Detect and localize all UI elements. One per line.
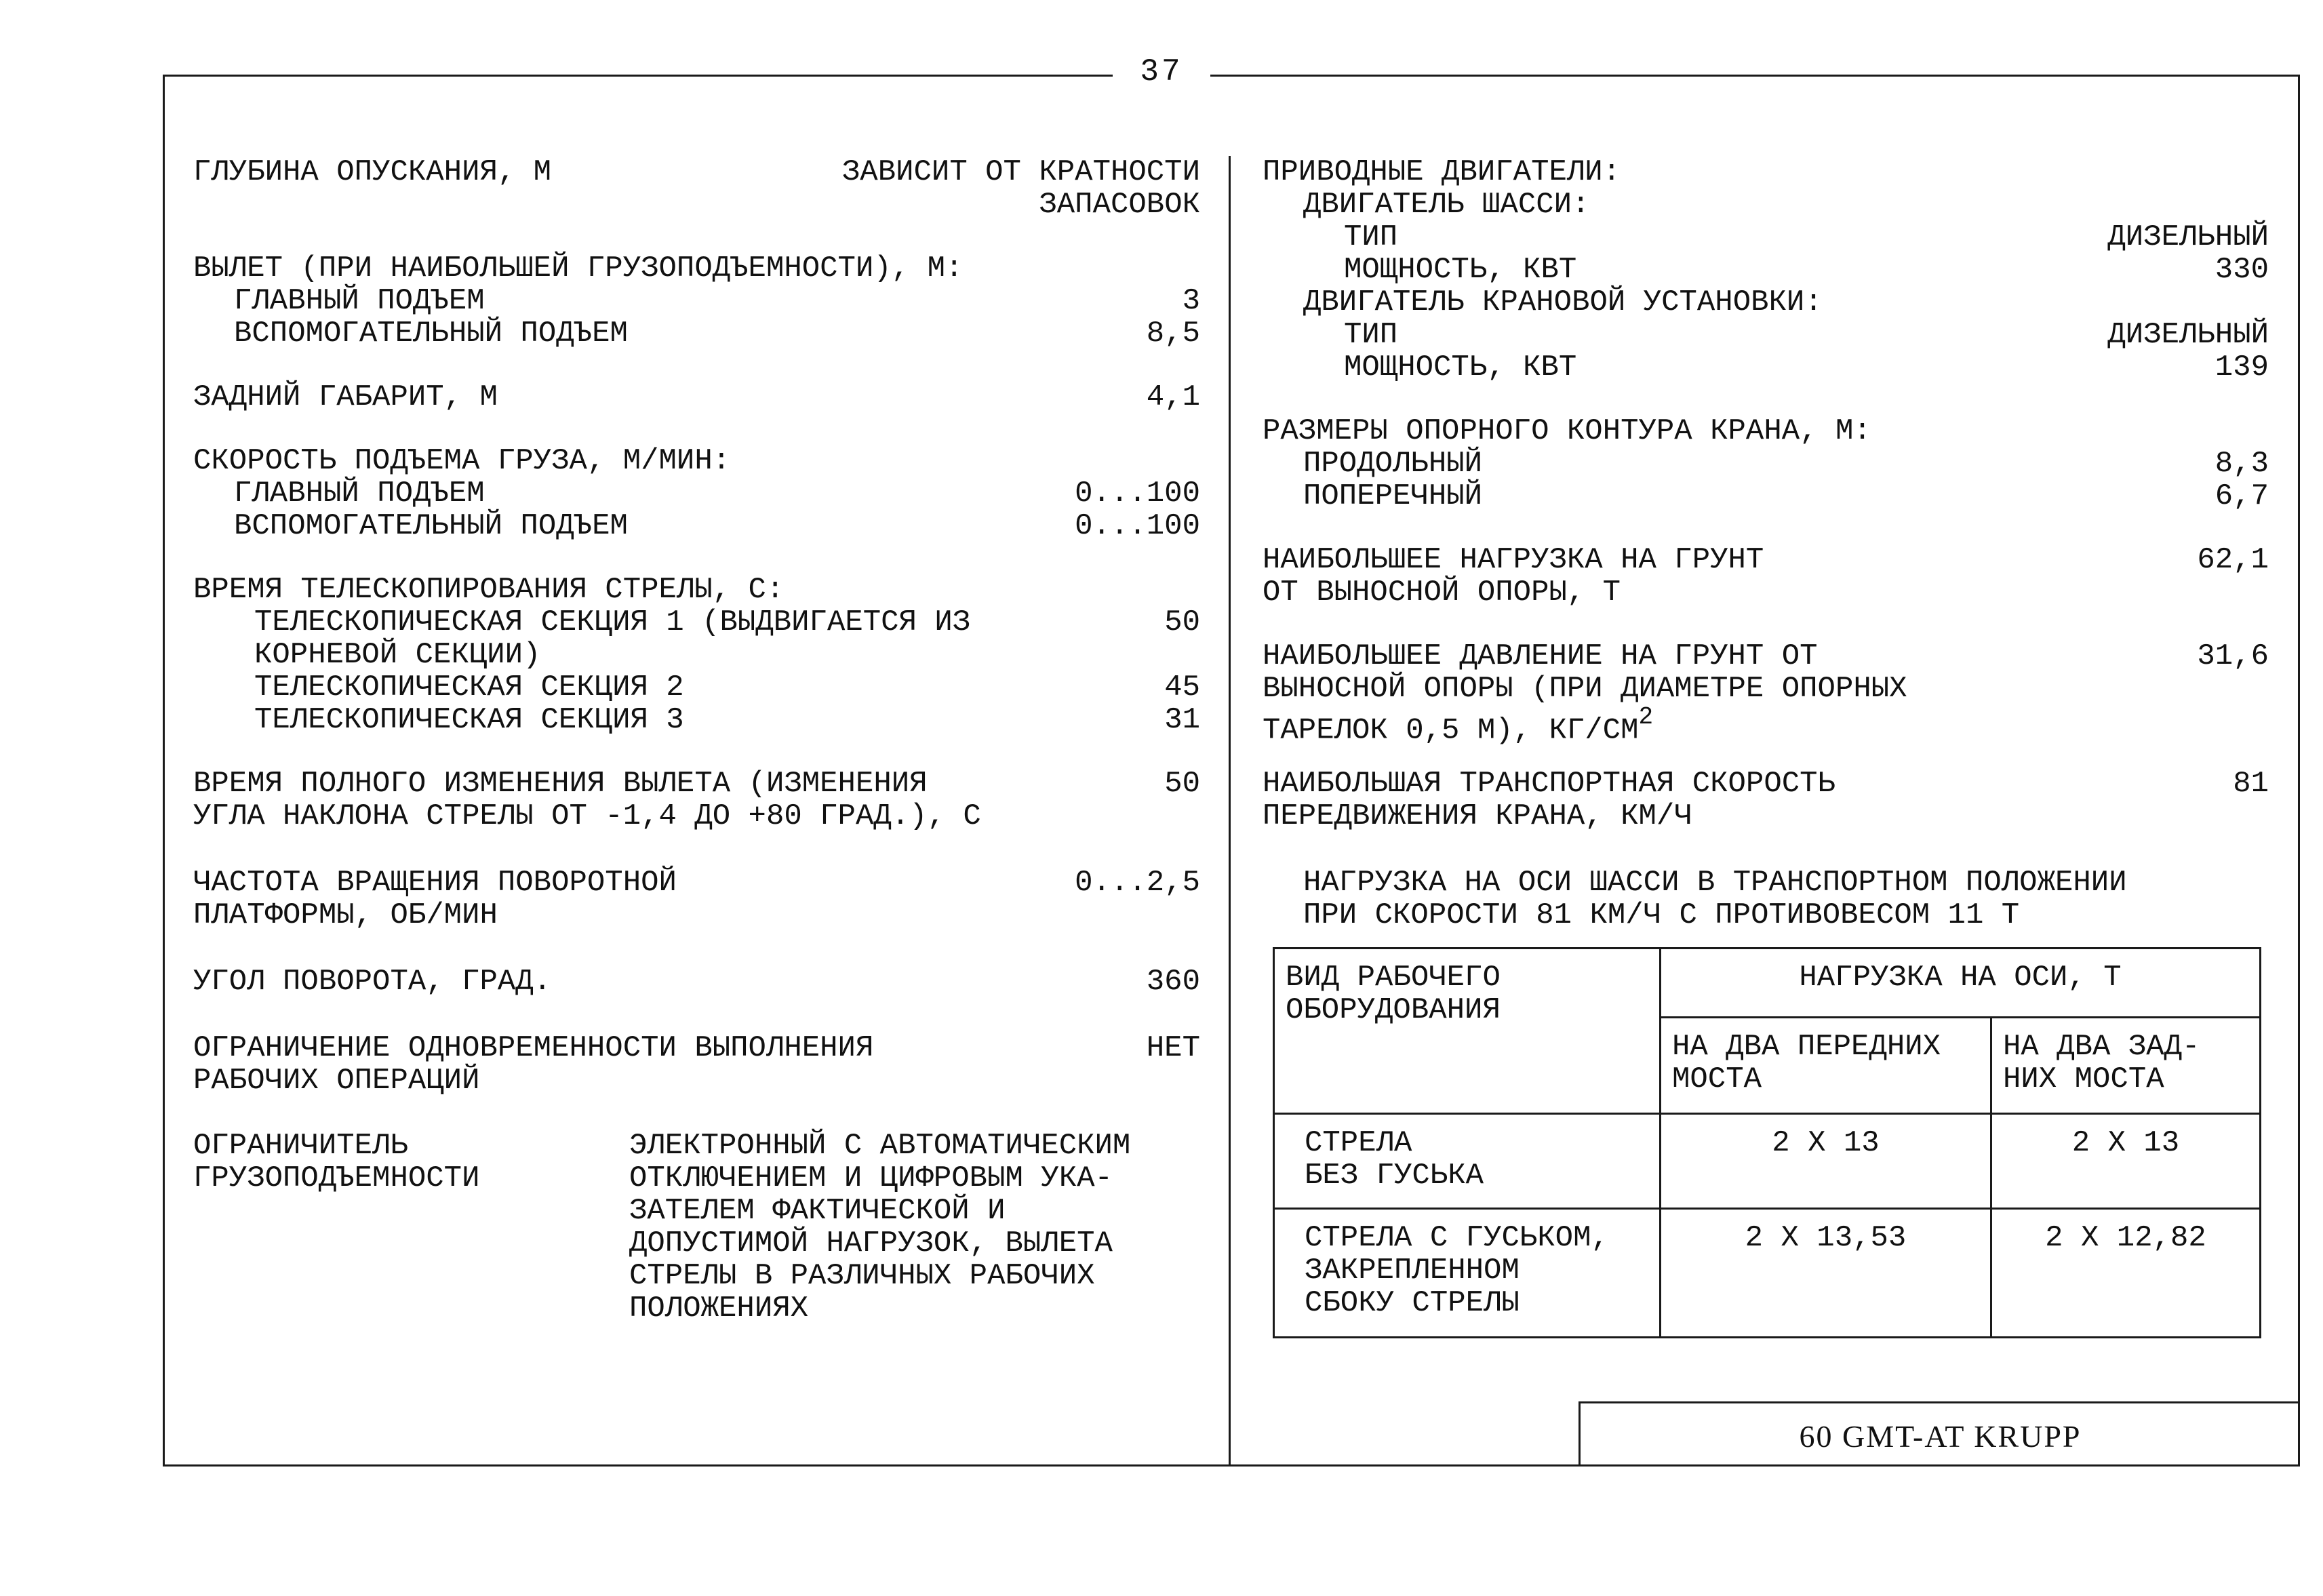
- tele-header: ВРЕМЯ ТЕЛЕСКОПИРОВАНИЯ СТРЕЛЫ, С:: [193, 573, 785, 607]
- reach-main-label: ГЛАВНЫЙ ПОДЪЕМ: [234, 284, 485, 318]
- tele-1-label-a: ТЕЛЕСКОПИЧЕСКАЯ СЕКЦИЯ 1 (ВЫДВИГАЕТСЯ ИЗ: [254, 605, 971, 639]
- table-header-rear: НА ДВА ЗАД- НИХ МОСТА: [1991, 1018, 2261, 1114]
- table-cell-equipment: СТРЕЛА С ГУСЬКОМ, ЗАКРЕПЛЕННОМ СБОКУ СТРЕЛЫ: [1274, 1209, 1661, 1338]
- slew-label-a: ЧАСТОТА ВРАЩЕНИЯ ПОВОРОТНОЙ: [193, 866, 677, 900]
- speed-aux-value: 0...100: [1075, 509, 1200, 543]
- table-header-front: НА ДВА ПЕРЕДНИХ МОСТА: [1661, 1018, 1991, 1114]
- luff-value: 50: [1164, 767, 1200, 801]
- speed-aux-label: ВСПОМОГАТЕЛЬНЫЙ ПОДЪЕМ: [234, 509, 628, 543]
- chassis-type-value: ДИЗЕЛЬНЫЙ: [2107, 220, 2269, 254]
- simul-value: НЕТ: [1146, 1031, 1200, 1065]
- reach-aux-value: 8,5: [1146, 317, 1200, 351]
- speed-main-value: 0...100: [1075, 477, 1200, 511]
- tele-3-value: 31: [1164, 703, 1200, 737]
- table-header-equipment: ВИД РАБОЧЕГО ОБОРУДОВАНИЯ: [1274, 949, 1661, 1114]
- contour-cross-value: 6,7: [2215, 479, 2269, 513]
- limiter-line: ДОПУСТИМОЙ НАГРУЗОК, ВЫЛЕТА: [629, 1226, 1113, 1260]
- table-header-group: НАГРУЗКА НА ОСИ, Т: [1661, 949, 2261, 1018]
- simul-label-a: ОГРАНИЧЕНИЕ ОДНОВРЕМЕННОСТИ ВЫПОЛНЕНИЯ: [193, 1031, 874, 1065]
- axle-title-a: НАГРУЗКА НА ОСИ ШАССИ В ТРАНСПОРТНОМ ПОЛОЖЕНИИ: [1303, 866, 2127, 900]
- chassis-type-label: ТИП: [1344, 220, 1398, 254]
- tele-1-value: 50: [1164, 605, 1200, 639]
- crane-power-label: МОЩНОСТЬ, КВТ: [1344, 351, 1577, 384]
- table-row: [1274, 1209, 2261, 1338]
- table-row: [1274, 1114, 2261, 1209]
- maxload-label-a: НАИБОЛЬШЕЕ НАГРУЗКА НА ГРУНТ: [1263, 543, 1764, 577]
- axle-load-table: [1273, 947, 2261, 1338]
- crane-engine-header: ДВИГАТЕЛЬ КРАНОВОЙ УСТАНОВКИ:: [1303, 285, 1823, 319]
- slew-label-b: ПЛАТФОРМЫ, ОБ/МИН: [193, 898, 498, 932]
- page-number: [0, 54, 2323, 89]
- limiter-line: ПОЛОЖЕНИЯХ: [629, 1292, 809, 1325]
- crane-type-label: ТИП: [1344, 318, 1398, 352]
- pressure-label-c: [1263, 705, 1653, 747]
- tele-2-label: ТЕЛЕСКОПИЧЕСКАЯ СЕКЦИЯ 2: [254, 671, 684, 704]
- table-cell-rear: 2 Х 13: [1991, 1114, 2261, 1209]
- title-block-text: 60 GMT-AT KRUPP: [1799, 1419, 2082, 1454]
- pressure-superscript: 2: [1638, 703, 1654, 731]
- depth-label: ГЛУБИНА ОПУСКАНИЯ, М: [193, 155, 552, 189]
- contour-header: РАЗМЕРЫ ОПОРНОГО КОНТУРА КРАНА, М:: [1263, 414, 1871, 448]
- reach-main-value: 3: [1182, 284, 1200, 318]
- rear-value: 4,1: [1146, 380, 1200, 414]
- tele-3-label: ТЕЛЕСКОПИЧЕСКАЯ СЕКЦИЯ 3: [254, 703, 684, 737]
- maxload-label-b: ОТ ВЫНОСНОЙ ОПОРЫ, Т: [1263, 576, 1621, 610]
- axle-title-b: ПРИ СКОРОСТИ 81 КМ/Ч С ПРОТИВОВЕСОМ 11 Т: [1303, 898, 2020, 932]
- limiter-line: ОТКЛЮЧЕНИЕМ И ЦИФРОВЫМ УКА-: [629, 1161, 1113, 1195]
- pressure-label-a: НАИБОЛЬШЕЕ ДАВЛЕНИЕ НА ГРУНТ ОТ: [1263, 639, 1818, 673]
- rear-label: ЗАДНИЙ ГАБАРИТ, М: [193, 380, 498, 414]
- limiter-line: ЭЛЕКТРОННЫЙ С АВТОМАТИЧЕСКИМ: [629, 1129, 1131, 1163]
- transport-value: 81: [2233, 767, 2269, 801]
- chassis-power-value: 330: [2215, 253, 2269, 287]
- maxload-value: 62,1: [2197, 543, 2269, 577]
- reach-header: ВЫЛЕТ (ПРИ НАИБОЛЬШЕЙ ГРУЗОПОДЪЕМНОСТИ), М:: [193, 252, 964, 285]
- simul-label-b: РАБОЧИХ ОПЕРАЦИЙ: [193, 1064, 480, 1098]
- tele-2-value: 45: [1164, 671, 1200, 704]
- contour-cross-label: ПОПЕРЕЧНЫЙ: [1303, 479, 1483, 513]
- limiter-line: СТРЕЛЫ В РАЗЛИЧНЫХ РАБОЧИХ: [629, 1259, 1095, 1293]
- luff-label-b: УГЛА НАКЛОНА СТРЕЛЫ ОТ -1,4 ДО +80 ГРАД.), С: [193, 799, 981, 833]
- table-cell-front: 2 Х 13,53: [1661, 1209, 1991, 1338]
- depth-value-2: ЗАПАСОВОК: [1039, 188, 1200, 222]
- reach-aux-label: ВСПОМОГАТЕЛЬНЫЙ ПОДЪЕМ: [234, 317, 628, 351]
- column-divider: [1229, 156, 1231, 1467]
- crane-power-value: 139: [2215, 351, 2269, 384]
- table-cell-front: 2 Х 13: [1661, 1114, 1991, 1209]
- crane-type-value: ДИЗЕЛЬНЫЙ: [2107, 318, 2269, 352]
- tele-1-label-b: КОРНЕВОЙ СЕКЦИИ): [254, 638, 541, 672]
- limiter-label-b: ГРУЗОПОДЪЕМНОСТИ: [193, 1161, 480, 1195]
- chassis-power-label: МОЩНОСТЬ, КВТ: [1344, 253, 1577, 287]
- transport-label-a: НАИБОЛЬШАЯ ТРАНСПОРТНАЯ СКОРОСТЬ: [1263, 767, 1835, 801]
- speed-header: СКОРОСТЬ ПОДЪЕМА ГРУЗА, М/МИН:: [193, 444, 731, 478]
- title-block: [1579, 1401, 2300, 1467]
- transport-label-b: ПЕРЕДВИЖЕНИЯ КРАНА, КМ/Ч: [1263, 799, 1692, 833]
- limiter-line: ЗАТЕЛЕМ ФАКТИЧЕСКОЙ И: [629, 1194, 1006, 1228]
- luff-label-a: ВРЕМЯ ПОЛНОГО ИЗМЕНЕНИЯ ВЫЛЕТА (ИЗМЕНЕНИЯ: [193, 767, 928, 801]
- contour-long-label: ПРОДОЛЬНЫЙ: [1303, 447, 1483, 481]
- limiter-label-a: ОГРАНИЧИТЕЛЬ: [193, 1129, 408, 1163]
- pressure-label-c-text: ТАРЕЛОК 0,5 М), КГ/СМ: [1263, 713, 1639, 748]
- slew-value: 0...2,5: [1075, 866, 1200, 900]
- contour-long-value: 8,3: [2215, 447, 2269, 481]
- speed-main-label: ГЛАВНЫЙ ПОДЪЕМ: [234, 477, 485, 511]
- table-cell-equipment: СТРЕЛА БЕЗ ГУСЬКА: [1274, 1114, 1661, 1209]
- pressure-label-b: ВЫНОСНОЙ ОПОРЫ (ПРИ ДИАМЕТРЕ ОПОРНЫХ: [1263, 672, 1907, 706]
- pressure-value: 31,6: [2197, 639, 2269, 673]
- angle-label: УГОЛ ПОВОРОТА, ГРАД.: [193, 965, 552, 999]
- engines-header: ПРИВОДНЫЕ ДВИГАТЕЛИ:: [1263, 155, 1621, 189]
- table-cell-rear: 2 Х 12,82: [1991, 1209, 2261, 1338]
- chassis-header: ДВИГАТЕЛЬ ШАССИ:: [1303, 188, 1590, 222]
- page-number-text: 37: [1113, 54, 1210, 89]
- angle-value: 360: [1146, 965, 1200, 999]
- depth-value-1: ЗАВИСИТ ОТ КРАТНОСТИ: [841, 155, 1200, 189]
